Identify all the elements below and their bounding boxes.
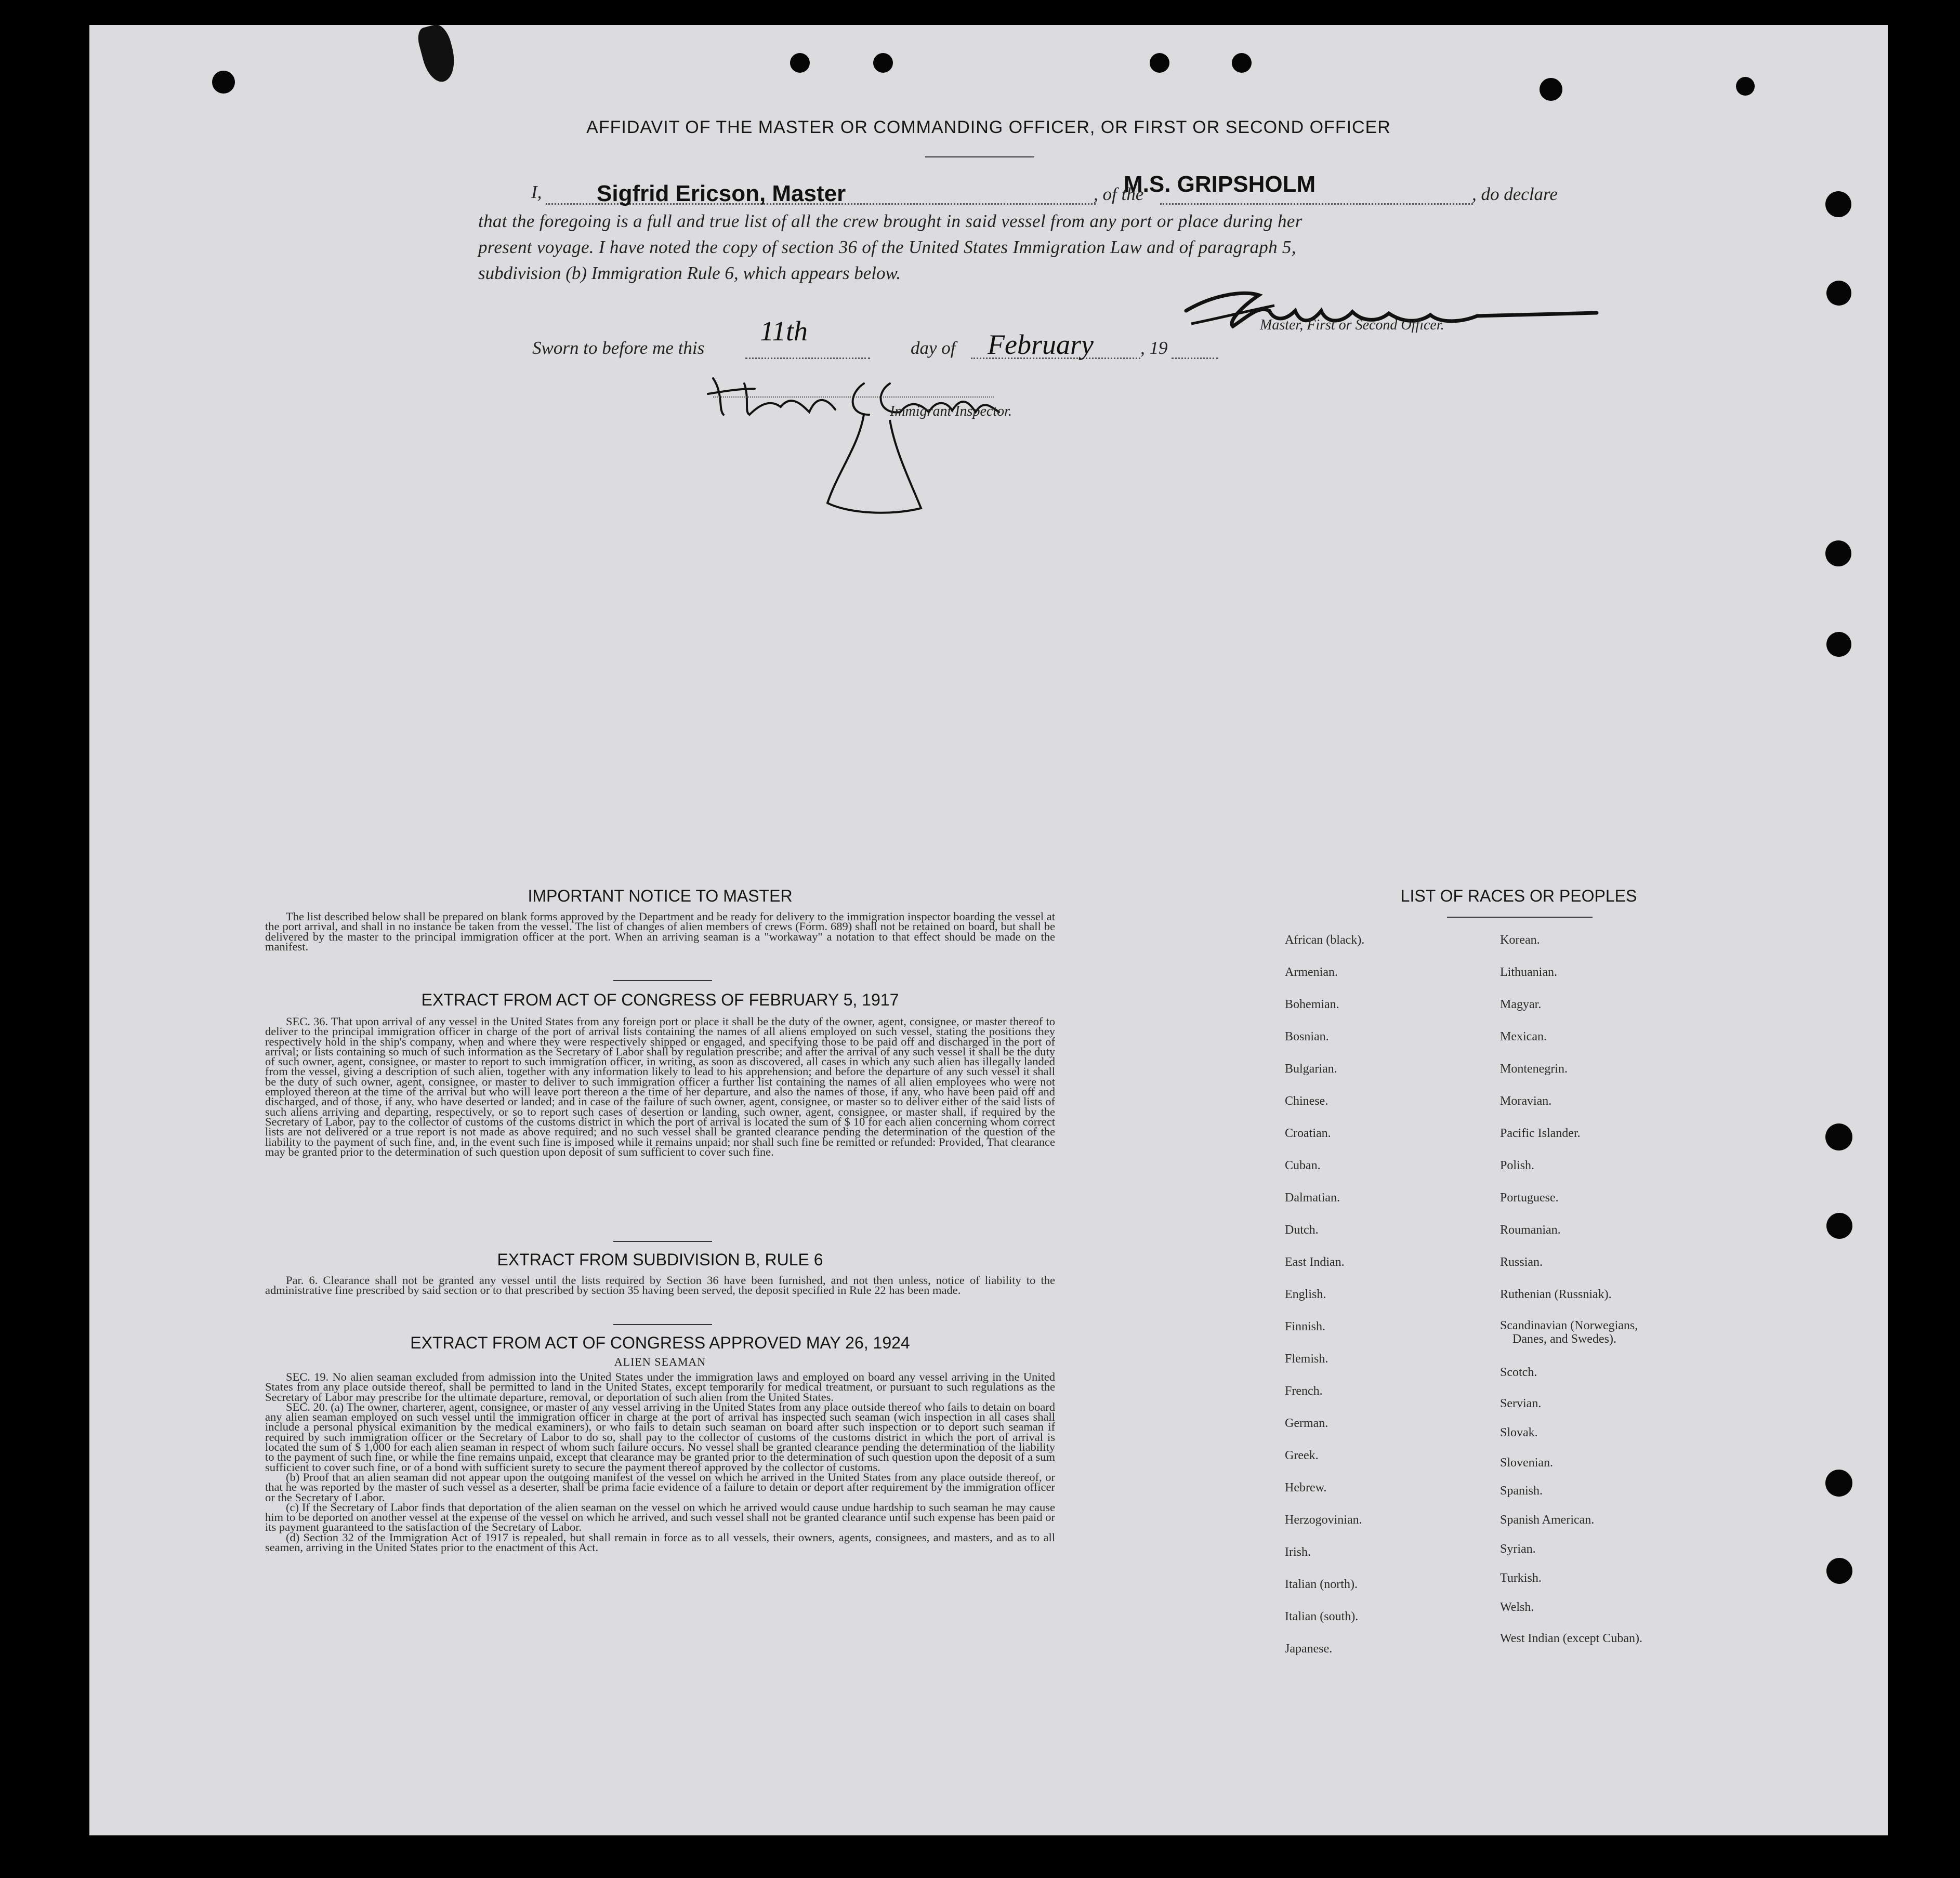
punch-hole: [1232, 53, 1252, 73]
notice-paragraph: The list described below shall be prepared on blank forms approved by the Department and be ready for delivery to the immigration inspector boarding the vessel at the port arrival, and shall in no instance be taken from the vessel. The list of changes of alien members of crews (Form. 689) shall not be retained on board, but shall be delivered by the master to the principal immigration officer at the port. When an arriving seaman is a "workaway" a notation to that effect should be made on the manifest.: [265, 910, 1055, 953]
tear-mark: [415, 22, 460, 85]
year-fill-line: [1172, 358, 1218, 359]
race-item: Irish.: [1285, 1545, 1311, 1559]
race-item: Slovak.: [1500, 1426, 1538, 1439]
punch-hole: [1540, 78, 1562, 101]
section-rule: [613, 1241, 712, 1242]
race-item: Danes, and Swedes).: [1512, 1332, 1616, 1346]
vessel-name: M.S. GRIPSHOLM: [1124, 171, 1316, 197]
race-item: Syrian.: [1500, 1542, 1536, 1556]
sworn-day: 11th: [760, 315, 808, 347]
race-item: Cuban.: [1285, 1159, 1321, 1172]
race-item: Korean.: [1500, 933, 1540, 947]
race-item: Chinese.: [1285, 1094, 1328, 1108]
punch-hole: [1825, 191, 1851, 217]
race-item: Spanish.: [1500, 1484, 1543, 1498]
title-rule: [925, 156, 1034, 157]
master-name: Sigfrid Ericson, Master: [597, 181, 846, 206]
race-item: Polish.: [1500, 1159, 1535, 1172]
race-item: Welsh.: [1500, 1601, 1534, 1614]
race-item: English.: [1285, 1288, 1326, 1301]
punch-hole: [1825, 1470, 1852, 1497]
sworn-month: February: [988, 329, 1094, 360]
race-item: Moravian.: [1500, 1094, 1552, 1108]
race-item: Bosnian.: [1285, 1030, 1329, 1043]
punch-hole: [1150, 53, 1169, 73]
race-item: Portuguese.: [1500, 1191, 1559, 1205]
extract-1924-text: [265, 1372, 1055, 1552]
race-item: Mexican.: [1500, 1030, 1547, 1043]
document-page: [89, 25, 1888, 1835]
sec20c-paragraph: (c) If the Secretary of Labor finds that deportation of the alien seaman on the vessel on which he arrived would cause undue hardship to such seaman he may cause him to be deported on another vessel at the expense of the vessel on which he arrived, and such vessel shall not be granted clearance until such expense has been paid or its payment guaranteed to the satisfaction of the Secretary of Labor.: [265, 1500, 1055, 1534]
race-item: Servian.: [1500, 1397, 1542, 1410]
punch-hole: [1826, 632, 1851, 657]
sec20a-paragraph: SEC. 20. (a) The owner, charterer, agent, consignee, or master of any vessel arriving in the United States from any place outside thereof who fails to detain on board any alien seaman employed on such vessel until the immigration officer in charge at the port of arrival has inspected such seaman (wich inspection in all cases shall include a personal physical eximanition by the medical examiners), or who fails to detain such seaman on board after such inspection or to deport such seaman if required by such immigration officer or the Secretary of Labor to do so, shall pay to the collector of customs of the customs district in which the port of arrival is located the sum of $ 1,000 for each alien seaman in respect of whom such failure occurs. No vessel shall be granted clearance pending the determination of the liability to the payment of such fine, or while the fine remains unpaid, except that clearance may be granted prior to the determination of such question upon the deposit of a sum sufficient to cover such fine, or of a bond with sufficient surety to secure the payment thereof approved by the collector of customs.: [265, 1400, 1055, 1474]
race-item: Slovenian.: [1500, 1456, 1553, 1470]
race-item: Herzogovinian.: [1285, 1513, 1362, 1527]
race-item: Scandinavian (Norwegians,: [1500, 1319, 1638, 1332]
race-item: Japanese.: [1285, 1642, 1333, 1656]
race-item: Armenian.: [1285, 966, 1338, 979]
punch-hole: [873, 53, 893, 73]
race-item: French.: [1285, 1384, 1323, 1398]
race-item: Russian.: [1500, 1255, 1543, 1269]
race-item: Dalmatian.: [1285, 1191, 1340, 1205]
affidavit-line-3: present voyage. I have noted the copy of section 36 of the United States Immigration Law and of paragraph 5,: [478, 237, 1296, 257]
race-item: Lithuanian.: [1500, 966, 1557, 979]
race-item: Spanish American.: [1500, 1513, 1595, 1527]
extract-1917-title: EXTRACT FROM ACT OF CONGRESS OF FEBRUARY 5, 1917: [421, 990, 899, 1009]
race-item: Greek.: [1285, 1449, 1319, 1462]
master-caption: Master, First or Second Officer.: [1260, 317, 1444, 333]
do-declare-label: , do declare: [1472, 184, 1558, 204]
punch-hole: [1826, 281, 1851, 306]
race-item: African (black).: [1285, 933, 1365, 947]
notice-text: [265, 911, 1055, 951]
punch-hole: [212, 71, 235, 94]
race-item: Italian (north).: [1285, 1578, 1358, 1591]
affidavit-line-2: that the foregoing is a full and true list of all the crew brought in said vessel from any port or place during her: [478, 211, 1303, 231]
punch-hole: [790, 53, 810, 73]
affidavit-line-4: subdivision (b) Immigration Rule 6, which appears below.: [478, 263, 901, 283]
alien-seaman-subtitle: ALIEN SEAMAN: [614, 1355, 706, 1368]
punch-hole: [1826, 1558, 1852, 1584]
sec20d-paragraph: (d) Section 32 of the Immigration Act of 1917 is repealed, but shall remain in force as to all vessels, their owners, agents, consignees, and masters, and as to all seamen, arriving in the United States prior to the enactment of this Act.: [265, 1530, 1055, 1554]
punch-hole: [1825, 540, 1851, 566]
race-item: Bulgarian.: [1285, 1062, 1337, 1076]
extract-1924-title: EXTRACT FROM ACT OF CONGRESS APPROVED MAY 26, 1924: [410, 1333, 910, 1352]
rule6-paragraph: Par. 6. Clearance shall not be granted any vessel until the lists required by Section 36 have been furnished, and not then unless, notice of liability to the administrative fine prescribed by said section or to that prescribed by section 35 having been served, the deposit specified in Rule 22 has been made.: [265, 1274, 1055, 1297]
vessel-fill-line: [1160, 203, 1473, 205]
race-item: Montenegrin.: [1500, 1062, 1568, 1076]
day-fill-line: [745, 358, 870, 359]
sworn-label: Sworn to before me this: [532, 338, 705, 358]
race-item: East Indian.: [1285, 1255, 1345, 1269]
sec36-paragraph: SEC. 36. That upon arrival of any vessel in the United States from any foreign port or place it shall be the duty of the owner, agent, consignee, or master thereof to deliver to the principal immigration officer in charge of the port of arrival lists containing the names of all aliens employed on such vessel, stating the positions they respectively hold in the ship's company, when and where they were respectively shipped or engaged, and specifying those to be paid off and discharged in the port of arrival; or lists containing so much of such information as the Secretary of Labor shall by regulation prescribe; and after the arrival of any such vessel it shall be the duty of such owner, agent, consignee, or master to report to such immigration officer, in writing, as soon as discovered, all cases in which any such alien has illegally landed from the vessel, giving a description of such alien, together with any information likely to lead to his apprehension; and before the departure of any such vessel it shall be the duty of such owner, agent, consignee, or master to deliver to such immigration officer a further list containing the names of all alien employees who were not employed thereon at the time of the arrival but who will leave port thereon a the time of her departure, and also the names of those, if any, who have been paid off and discharged, and of those, if any, who have deserted or landed; and in case of the failure of such owner, agent, consignee, or master so to deliver either of the said lists of such aliens arriving and departing, respectively, or so to report such cases of desertion or landing, such owner, agent, consignee, or master shall, if required by the Secretary of Labor, pay to the collector of customs of the customs district in which the port of arrival is located the sum of $ 10 for each alien concerning whom correct lists are not delivered or a true report is not made as above required; and no such vessel shall be granted clearance pending the determination of the question of the liability to the payment of such fine, and, in the event such fine is imposed while it remains unpaid; nor shall such fine be remitted or refunded: Provided, That clearance may be granted prior to the determination of such question upon deposit of sum sufficient to cover such fine.: [265, 1015, 1055, 1158]
race-item: West Indian (except Cuban).: [1500, 1632, 1642, 1645]
race-item: German.: [1285, 1417, 1328, 1430]
rule6-title: EXTRACT FROM SUBDIVISION B, RULE 6: [497, 1250, 823, 1269]
race-item: Ruthenian (Russniak).: [1500, 1288, 1612, 1301]
section-rule: [613, 1324, 712, 1325]
races-title: LIST OF RACES OR PEOPLES: [1400, 887, 1637, 905]
race-item: Magyar.: [1500, 998, 1542, 1011]
race-item: Roumanian.: [1500, 1223, 1561, 1237]
notice-title: IMPORTANT NOTICE TO MASTER: [528, 887, 793, 905]
punch-hole: [1826, 1213, 1852, 1239]
race-item: Scotch.: [1500, 1366, 1537, 1379]
day-of-label: day of: [911, 338, 956, 358]
race-item: Dutch.: [1285, 1223, 1319, 1237]
affidavit-i-label: I,: [531, 182, 542, 202]
race-item: Pacific Islander.: [1500, 1127, 1581, 1140]
section-rule: [613, 980, 712, 981]
race-item: Croatian.: [1285, 1127, 1331, 1140]
affidavit-title: AFFIDAVIT OF THE MASTER OR COMMANDING OFFICER, OR FIRST OR SECOND OFFICER: [586, 117, 1391, 137]
sec19-paragraph: SEC. 19. No alien seaman excluded from admission into the United States under the immigration laws and employed on board any vessel arriving in the United States from any place outside thereof, shall be permitted to land in the United States, except temporarily for medical treatment, or pursuant to such regulations as the Secretary of Labor may prescribe for the ultimate departure, removal, or deportation of such alien from the United States.: [265, 1370, 1055, 1404]
year-prefix: , 19: [1140, 338, 1168, 358]
of-the-label: , of the: [1094, 184, 1144, 204]
races-title-rule: [1447, 917, 1593, 918]
sec20b-paragraph: (b) Proof that an alien seaman did not appear upon the outgoing manifest of the vessel on which he arrived in the United States from any place outside thereof, or that he was reported by the master of such vessel as a deserter, shall be prima facie evidence of a failure to detain or deport after requirement by the immigration officer or the Secretary of Labor.: [265, 1470, 1055, 1504]
punch-hole: [1825, 1123, 1852, 1150]
rule6-text: [265, 1275, 1055, 1295]
inspector-caption: Immigrant Inspector.: [890, 403, 1012, 419]
inspector-signature: [692, 363, 1056, 534]
race-item: Flemish.: [1285, 1352, 1328, 1366]
extract-1917-text: [265, 1016, 1055, 1157]
race-item: Finnish.: [1285, 1320, 1326, 1333]
race-item: Hebrew.: [1285, 1481, 1327, 1495]
race-item: Bohemian.: [1285, 998, 1339, 1011]
race-item: Italian (south).: [1285, 1610, 1359, 1623]
inspector-fill-line: [713, 396, 994, 398]
punch-hole: [1736, 77, 1755, 96]
race-item: Turkish.: [1500, 1571, 1542, 1585]
